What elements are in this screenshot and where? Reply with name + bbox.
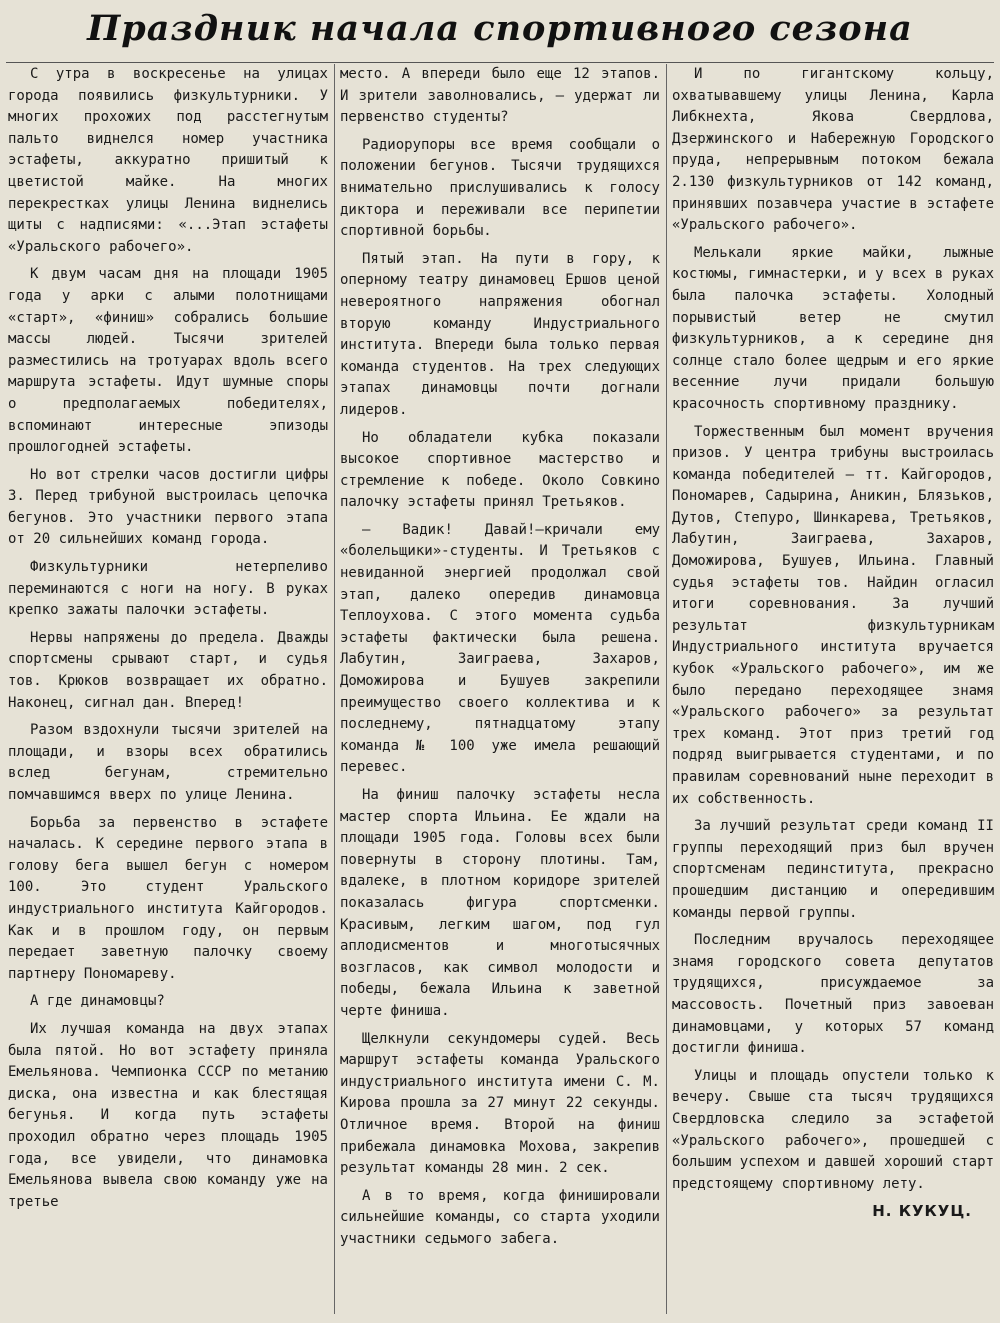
article-paragraph: Их лучшая команда на двух этапах была пятой. Но вот эстафету приняла Емельянова. Чемпионка СССР по метанию диска, она известна и как блестящая бегунья. И когда путь эстафеты проходил обратно через площадь 1905 года, все увидели, что динамовка Емельянова вывела свою команду уже на третье [8, 1020, 328, 1210]
article-paragraph: И по гигантскому кольцу, охватывавшему улицы Ленина, Карла Либкнехта, Якова Свердлова, Дзержинского и Набережную Городского пруда, непрерывным потоком бежала 2.130 физкультурников от 142 команд, принявших позавчера участие в эстафете «Уральского рабочего». [672, 66, 994, 234]
article-paragraph: К двум часам дня на площади 1905 года у арки с алыми полотнищами «старт», «финиш» собрались большие массы людей. Тысячи зрителей разместились на тротуарах вдоль всего маршрута эстафеты. Идут шумные споры о предполагаемых победителях, вспоминают интересные эпизоды прошлогодней эстафеты. [8, 266, 328, 456]
article-paragraph: Но вот стрелки часов достигли цифры 3. Перед трибуной выстроилась цепочка бегунов. Это участники первого этапа от 20 сильнейших команд города. [8, 466, 328, 548]
article-paragraph: — Вадик! Давай!—кричали ему «болельщики»-студенты. И Третьяков с невиданной энергией продолжал свой этап, далеко опередив динамовца Теплоухова. С этого момента судьба эстафеты фактически была решена. Лабутин, Заиграева, Захаров, Доможирова и Бушуев закрепили преимущество своего коллектива и к последнему, пятнадцатому этапу команда № 100 уже имела решающий перевес. [340, 521, 660, 776]
article-paragraph: Пятый этап. На пути в гору, к оперному театру динамовец Ершов ценой невероятного напряжения обогнал вторую команду Индустриального института. Впереди была только первая команда студентов. На трех следующих этапах динамовцы почти догнали лидеров. [340, 250, 660, 418]
article-paragraph: Борьба за первенство в эстафете началась. К середине первого этапа в голову бега вышел бегун с номером 100. Это студент Уральского индустриального института Кайгородов. Как и в прошлом году, он первым передает заветную палочку своему партнеру Пономареву. [8, 814, 328, 982]
article-paragraph: Нервы напряжены до предела. Дважды спортсмены срывают старт, и судья тов. Крюков возвращает их обратно. Наконец, сигнал дан. Вперед! [8, 629, 328, 711]
article-paragraph: Щелкнули секундомеры судей. Весь маршрут эстафеты команда Уральского индустриального института имени С. М. Кирова прошла за 27 минут 22 секунды. Отличное время. Второй на финиш прибежала динамовка Мохова, закрепив результат команды 28 мин. 2 сек. [340, 1030, 660, 1177]
article-paragraph: Торжественным был момент вручения призов. У центра трибуны выстроилась команда победителей — тт. Кайгородов, Пономарев, Садырина, Аникин, Блязьков, Дутов, Степуро, Шинкарева, Третьяков, Лабутин, Заиграева, Захаров, Доможирова, Бушуев, Ильина. Главный судья эстафеты тов. Найдин огласил итоги соревнования. За лучший результат физкультурникам Индустриального института вручается кубок «Уральского рабочего», им же было передано переходящее знамя «Уральского рабочего» за результат трех команд. Этот приз третий год подряд выигрывается студентами, и по правилам соревнований ныне переходит в их собственность. [672, 423, 994, 807]
article-headline: Праздник начала спортивного сезона [87, 8, 913, 49]
article-paragraph: А в то время, когда финишировали сильнейшие команды, со старта уходили участники седьмого забега. [340, 1187, 660, 1247]
article-paragraph: Разом вздохнули тысячи зрителей на площади, и взоры всех обратились вслед бегунам, стремительно помчавшимся вверх по улице Ленина. [8, 722, 328, 803]
article-paragraph: Улицы и площадь опустели только к вечеру. Свыше ста тысяч трудящихся Свердловска следило за эстафетой «Уральского рабочего», прошедшей с большим успехом и давшей хороший старт предстоящему спортивному лету. [672, 1067, 994, 1192]
article-paragraph: За лучший результат среди команд II группы переходящий приз был вручен спортсменам пединститута, прекрасно прошедшим дистанцию и опередившим команды первой группы. [672, 818, 994, 921]
article-paragraph: А где динамовцы? [30, 993, 165, 1010]
author-signature: Н. КУКУЦ. [872, 1202, 972, 1221]
article-paragraph: Радиорупоры все время сообщали о положении бегунов. Тысячи трудящихся внимательно прислушивались к голосу диктора и переживали все перипетии спортивной борьбы. [340, 136, 660, 240]
article-paragraph: Последним вручалось переходящее знамя городского совета депутатов трудящихся, присуждаемое за массовость. Почетный приз завоеван динамовцами, у которых 57 команд достигли финиша. [672, 932, 994, 1057]
column-divider [334, 64, 335, 1314]
article-paragraph: Но обладатели кубка показали высокое спортивное мастерство и стремление к победе. Около Совкино палочку эстафеты принял Третьяков. [340, 429, 660, 511]
article-column-2 [340, 64, 660, 1319]
headline-rule [6, 62, 994, 63]
article-column-1 [8, 64, 328, 1319]
column-divider [666, 64, 667, 1314]
article-paragraph: место. А впереди было еще 12 этапов. И зрители заволновались, — удержат ли первенство студенты? [340, 66, 660, 126]
article-paragraph: Мелькали яркие майки, лыжные костюмы, гимнастерки, и у всех в руках была палочка эстафеты. Холодный порывистый ветер не смутил физкультурников, а к середине дня солнце стало более щедрым и его яркие весенние лучи придали большую красочность спортивному празднику. [672, 244, 994, 412]
article-paragraph: С утра в воскресенье на улицах города появились физкультурники. У многих прохожих под расстегнутым пальто виднелся номер участника эстафеты, аккуратно пришитый к цветистой майке. На многих перекрестках улицы Ленина виднелись щиты с надписями: «...Этап эстафеты «Уральского рабочего». [8, 66, 328, 255]
article-paragraph: Физкультурники нетерпеливо переминаются с ноги на ногу. В руках крепко зажаты палочки эстафеты. [8, 559, 328, 619]
article-paragraph: На финиш палочку эстафеты несла мастер спорта Ильина. Ее ждали на площади 1905 года. Головы всех были повернуты в сторону плотины. Там, вдалеке, в плотном коридоре зрителей показалась фигура спортсменки. Красивым, легким шагом, под гул аплодисментов и многотысячных возгласов, как символ молодости и победы, бежала Ильина к заветной черте финиша. [340, 787, 660, 1019]
article-column-3 [672, 64, 994, 1319]
